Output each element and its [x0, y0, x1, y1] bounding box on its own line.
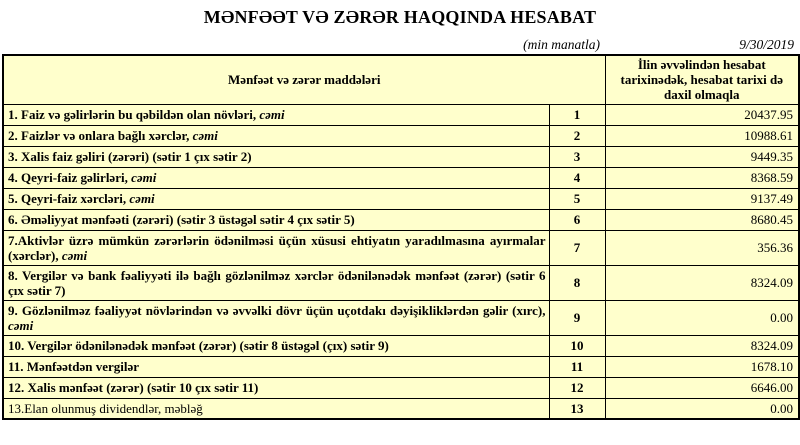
item-label-italic: cəmi [259, 107, 285, 122]
table-row [3, 265, 799, 300]
line-number-cell: 3 [549, 146, 605, 167]
line-number-cell: 6 [549, 209, 605, 230]
value-cell: 0.00 [605, 300, 799, 335]
table-header-row [3, 55, 799, 104]
report-date: 9/30/2019 [739, 37, 794, 52]
line-number-cell: 10 [549, 335, 605, 356]
value-cell: 8680.45 [605, 209, 799, 230]
value-cell: 356.36 [605, 230, 799, 265]
item-label: 5. Qeyri-faiz xərcləri, [8, 191, 130, 206]
value-cell: 8368.59 [605, 167, 799, 188]
table-row [3, 377, 799, 398]
line-number-cell: 7 [549, 230, 605, 265]
page-title: MƏNFƏƏT VƏ ZƏRƏR HAQQINDA HESABAT [203, 7, 597, 27]
item-label: 11. Mənfəətdən vergilər [8, 359, 140, 374]
value-cell: 20437.95 [605, 104, 799, 125]
table-row [3, 356, 799, 377]
item-label-cell [3, 335, 549, 356]
item-label-italic: cəmi [131, 170, 157, 185]
item-label-italic: cəmi [192, 128, 218, 143]
line-number-cell: 2 [549, 125, 605, 146]
item-label: 9. Gözlənilməz fəaliyyət növlərindən və əvvəlki dövr üçün uçotdakı dəyişikliklərdən gəlir (xırc), [8, 302, 546, 318]
item-label-cell [3, 265, 549, 300]
line-number-cell: 8 [549, 265, 605, 300]
period-header: İlin əvvəlindən hesabat tarixinədək, hesabat tarixi də daxil olmaqla [605, 55, 799, 104]
item-label: 2. Faizlər və onlara bağlı xərclər, [8, 128, 193, 143]
unit-note: (min manatla) [523, 37, 600, 52]
item-label-cell [3, 300, 549, 335]
item-label: 7.Aktivlər üzrə mümkün zərərlərin ödənilməsi üçün xüsusi ehtiyatın yaradılmasına ayırmalar (xərclər), [8, 232, 546, 263]
pnl-table [2, 54, 800, 420]
item-label-cell [3, 398, 549, 419]
item-label: 3. Xalis faiz gəliri (zərəri) (sətir 1 çıx sətir 2) [8, 149, 252, 164]
table-row [3, 209, 799, 230]
table-row [3, 104, 799, 125]
item-label-cell [3, 125, 549, 146]
value-cell: 0.00 [605, 398, 799, 419]
report-page [0, 7, 800, 445]
item-label: 10. Vergilər ödənilənədək mənfəət (zərər) (sətir 8 üstəgəl (çıx) sətir 9) [8, 338, 389, 353]
table-row [3, 398, 799, 419]
value-cell: 6646.00 [605, 377, 799, 398]
item-label: 8. Vergilər və bank fəaliyyəti ilə bağlı gözlənilməz xərclər ödənilənədək mənfəət (zərər) (sətir 6 çıx sətir 7) [8, 267, 546, 298]
line-number-cell: 1 [549, 104, 605, 125]
value-cell: 8324.09 [605, 265, 799, 300]
value-cell: 9137.49 [605, 188, 799, 209]
table-row [3, 230, 799, 265]
item-label-italic: cəmi [8, 317, 34, 333]
table-row [3, 188, 799, 209]
table-row [3, 125, 799, 146]
table-row [3, 146, 799, 167]
item-label-cell [3, 209, 549, 230]
item-label: 6. Əməliyyat mənfəəti (zərəri) (sətir 3 üstəgəl sətir 4 çıx sətir 5) [8, 212, 355, 227]
line-number-cell: 11 [549, 356, 605, 377]
table-row [3, 167, 799, 188]
line-number-cell: 5 [549, 188, 605, 209]
table-row [3, 300, 799, 335]
item-label-cell [3, 167, 549, 188]
line-number-cell: 4 [549, 167, 605, 188]
value-cell: 8324.09 [605, 335, 799, 356]
line-number-cell: 13 [549, 398, 605, 419]
item-label: 4. Qeyri-faiz gəlirləri, [8, 170, 132, 185]
items-header: Mənfəət və zərər maddələri [3, 55, 605, 104]
line-number-cell: 9 [549, 300, 605, 335]
item-label-cell [3, 356, 549, 377]
item-label-cell [3, 146, 549, 167]
item-label-cell [3, 188, 549, 209]
value-cell: 10988.61 [605, 125, 799, 146]
subheader [0, 28, 800, 54]
item-label: 1. Faiz və gəlirlərin bu qəbildən olan növləri, [8, 107, 260, 122]
table-row [3, 335, 799, 356]
value-cell: 1678.10 [605, 356, 799, 377]
item-label-cell [3, 377, 549, 398]
item-label: 12. Xalis mənfəət (zərər) (sətir 10 çıx sətir 11) [8, 380, 259, 395]
item-label-cell [3, 104, 549, 125]
item-label-cell [3, 230, 549, 265]
value-cell: 9449.35 [605, 146, 799, 167]
item-label-italic: cəmi [129, 191, 155, 206]
line-number-cell: 12 [549, 377, 605, 398]
item-label-italic: cəmi [61, 247, 88, 263]
item-label: 13.Elan olunmuş dividendlər, məbləğ [8, 400, 203, 416]
